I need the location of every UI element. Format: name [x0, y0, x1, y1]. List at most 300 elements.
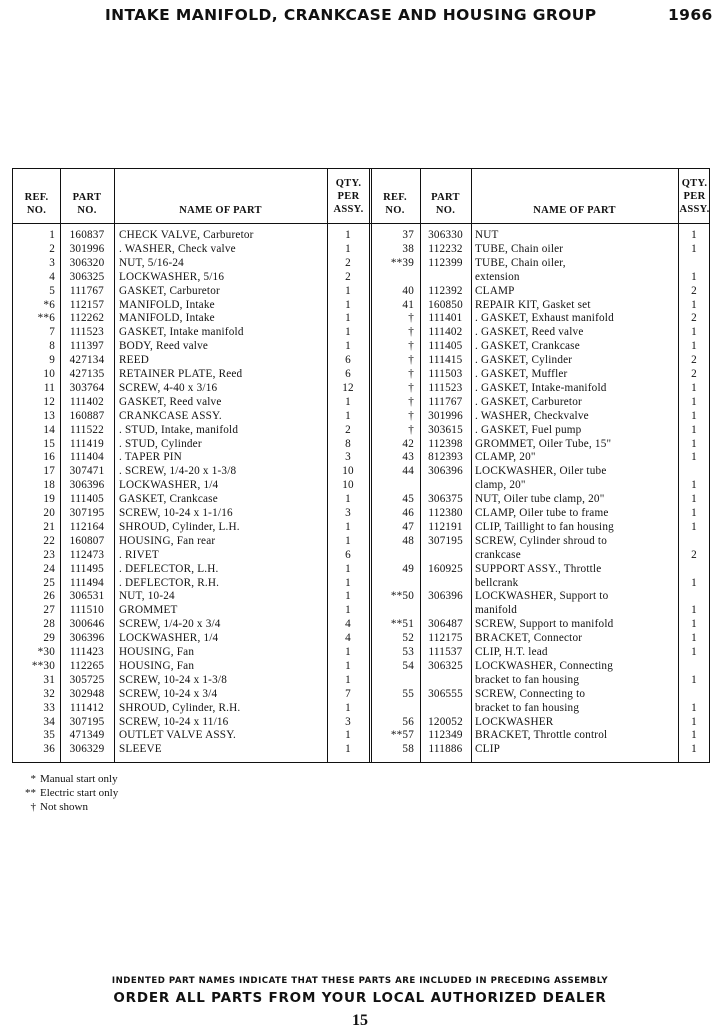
- ref-number: 27: [43, 604, 55, 617]
- col-header-ref-line1: REF.: [383, 192, 407, 203]
- table-row: [13, 729, 709, 743]
- quantity: 2: [345, 270, 351, 283]
- col-header-ref-line1: REF.: [24, 192, 49, 203]
- part-name: extension: [475, 270, 520, 283]
- table-row: [13, 382, 709, 396]
- quantity: 1: [345, 312, 351, 325]
- table-row: [13, 743, 709, 757]
- part-number: 111510: [70, 604, 104, 617]
- part-name: clamp, 20": [475, 479, 526, 492]
- table-row: [13, 702, 709, 716]
- ref-number: 32: [43, 687, 55, 700]
- table-row: [13, 340, 709, 354]
- part-number: 111415: [428, 354, 463, 367]
- part-number: 112164: [69, 520, 105, 533]
- quantity: 1: [691, 270, 697, 283]
- part-name: GASKET, Carburetor: [119, 284, 220, 297]
- part-name: GASKET, Intake manifold: [119, 326, 244, 339]
- part-name: SCREW, 10-24 x 11/16: [119, 715, 229, 728]
- quantity: 1: [691, 715, 697, 728]
- part-name: HOUSING, Fan: [119, 646, 195, 658]
- quantity: 2: [345, 256, 351, 269]
- col-header-part: [60, 191, 114, 217]
- ref-number: 52: [402, 632, 414, 645]
- table-row: [13, 451, 709, 465]
- quantity: 6: [345, 354, 351, 367]
- part-name: . DEFLECTOR, R.H.: [119, 576, 220, 589]
- quantity: 1: [345, 409, 351, 422]
- quantity: 1: [345, 701, 351, 714]
- col-header-ref: [13, 191, 60, 217]
- footnote-text: Electric start only: [40, 787, 119, 800]
- part-name: NUT: [475, 229, 499, 241]
- part-number: 112392: [428, 284, 463, 297]
- quantity: 1: [691, 701, 697, 714]
- ref-number: 28: [43, 618, 55, 631]
- part-number: 306555: [428, 687, 463, 700]
- page-number: 15: [352, 1012, 368, 1029]
- ref-number: 47: [402, 520, 414, 533]
- ref-number: 26: [43, 590, 55, 603]
- col-header-qty-line3: ASSY.: [333, 204, 364, 215]
- part-number: 306329: [69, 743, 105, 756]
- table-row: [13, 632, 709, 646]
- part-name: BRACKET, Connector: [475, 632, 583, 645]
- part-number: 302948: [69, 687, 105, 700]
- quantity: 1: [345, 284, 351, 297]
- quantity: 1: [691, 618, 697, 631]
- quantity: 1: [345, 395, 351, 408]
- ref-number: 34: [43, 715, 55, 728]
- part-name: LOCKWASHER: [475, 715, 554, 728]
- quantity: 1: [691, 229, 697, 241]
- ref-number: 45: [402, 493, 414, 506]
- quantity: 2: [691, 284, 697, 297]
- col-header-part-right: [420, 191, 471, 217]
- quantity: 6: [345, 368, 351, 380]
- quantity: 1: [691, 493, 697, 506]
- table-row: [13, 465, 709, 479]
- ref-number: 17: [43, 465, 55, 478]
- ref-number: 46: [402, 507, 414, 519]
- footnote-symbol: †: [30, 801, 36, 814]
- part-name: NUT, 5/16-24: [119, 256, 184, 269]
- part-number: 305725: [69, 673, 105, 686]
- part-number: 307471: [69, 465, 105, 478]
- part-name: SHROUD, Cylinder, R.H.: [119, 701, 241, 714]
- part-number: 111537: [428, 646, 463, 658]
- part-name: GASKET, Crankcase: [119, 493, 218, 506]
- part-name: . STUD, Intake, manifold: [119, 423, 239, 436]
- part-number: 112349: [428, 729, 463, 742]
- model-year: 1966: [668, 6, 713, 24]
- part-name: SHROUD, Cylinder, L.H.: [119, 520, 240, 533]
- ref-number: 55: [402, 687, 414, 700]
- part-number: 112380: [428, 507, 463, 519]
- quantity: 1: [691, 576, 697, 589]
- footnotes: [18, 772, 118, 815]
- part-number: 120052: [428, 715, 463, 728]
- part-name: GASKET, Reed valve: [119, 395, 222, 408]
- part-name: SCREW, 10-24 x 3/4: [119, 687, 218, 700]
- part-number: 111423: [70, 646, 104, 658]
- part-number: 306325: [428, 659, 463, 672]
- ref-number: 38: [402, 242, 414, 255]
- ref-number: **57: [390, 729, 414, 742]
- footnote: [18, 800, 118, 814]
- table-row: [13, 424, 709, 438]
- part-number: 306487: [428, 618, 463, 631]
- part-name: NUT, 10-24: [119, 590, 175, 603]
- table-row: [13, 535, 709, 549]
- quantity: 1: [691, 451, 697, 464]
- quantity: 1: [691, 437, 697, 450]
- ref-number: 43: [402, 451, 414, 464]
- footnote-symbol: *: [30, 773, 36, 785]
- part-name: BODY, Reed valve: [119, 340, 209, 353]
- ref-number: 49: [402, 562, 414, 575]
- quantity: 1: [691, 242, 697, 255]
- table-row: [13, 674, 709, 688]
- ref-number: 19: [43, 493, 55, 506]
- part-number: 111404: [70, 451, 104, 464]
- table-row: [13, 354, 709, 368]
- quantity: 3: [345, 451, 351, 464]
- group-title: INTAKE MANIFOLD, CRANKCASE AND HOUSING GROUP: [105, 6, 597, 24]
- col-header-qty-line1: QTY.: [681, 178, 708, 189]
- part-name: . GASKET, Fuel pump: [475, 423, 582, 436]
- part-number: 111523: [70, 326, 104, 339]
- part-name: LOCKWASHER, Connecting: [475, 659, 614, 672]
- col-header-name-text: NAME OF PART: [533, 205, 616, 216]
- part-name: SCREW, 10-24 x 1-1/16: [119, 507, 233, 519]
- part-number: 160807: [69, 534, 105, 547]
- part-name: . GASKET, Cylinder: [475, 354, 573, 367]
- col-header-ref-line2: NO.: [26, 205, 47, 216]
- ref-number: †: [408, 326, 414, 339]
- part-number: 111886: [428, 743, 463, 756]
- part-name: SCREW, 4-40 x 3/16: [119, 381, 218, 394]
- quantity: 1: [345, 673, 351, 686]
- col-header-part-line1: PART: [431, 192, 460, 203]
- ref-number: †: [408, 354, 414, 367]
- part-number: 812393: [428, 451, 463, 464]
- quantity: 10: [342, 479, 354, 492]
- ref-number: 44: [402, 465, 414, 478]
- part-name: HOUSING, Fan rear: [119, 534, 216, 547]
- table-row: [13, 285, 709, 299]
- ref-number: 13: [43, 409, 55, 422]
- table-row: [13, 396, 709, 410]
- table-row: [13, 604, 709, 618]
- ref-number: 5: [49, 284, 55, 297]
- quantity: 1: [345, 229, 351, 241]
- col-header-name: [114, 204, 327, 217]
- quantity: 3: [345, 507, 351, 519]
- part-number: 306320: [69, 256, 105, 269]
- part-number: 307195: [69, 715, 105, 728]
- ref-number: 7: [49, 326, 55, 339]
- col-header-ref-line2: NO.: [385, 205, 405, 216]
- quantity: 1: [691, 381, 697, 394]
- part-number: 111405: [428, 340, 463, 353]
- table-row: [13, 660, 709, 674]
- quantity: 1: [345, 298, 351, 311]
- part-name: CRANKCASE ASSY.: [119, 409, 222, 422]
- ref-number: 20: [43, 507, 55, 519]
- part-name: . GASKET, Reed valve: [475, 326, 584, 339]
- table-row: [13, 577, 709, 591]
- part-name: manifold: [475, 604, 517, 617]
- col-header-qty: [327, 177, 370, 216]
- col-header-part-line2: NO.: [435, 205, 456, 216]
- quantity: 1: [691, 479, 697, 492]
- part-number: 306375: [428, 493, 463, 506]
- part-name: . RIVET: [119, 548, 159, 561]
- page-header: [0, 6, 720, 28]
- part-name: GROMMET, Oiler Tube, 15": [475, 437, 612, 450]
- quantity: 1: [691, 743, 697, 756]
- part-number: 112265: [69, 659, 105, 672]
- part-number: 111767: [70, 284, 104, 297]
- ref-number: 3: [49, 256, 55, 269]
- part-name: bracket to fan housing: [475, 673, 580, 686]
- part-name: . GASKET, Carburetor: [475, 395, 582, 408]
- part-number: 112262: [69, 312, 105, 325]
- quantity: 2: [691, 548, 697, 561]
- ref-number: 58: [402, 743, 414, 756]
- part-number: 160850: [428, 298, 463, 311]
- col-header-name-text: NAME OF PART: [179, 205, 262, 216]
- part-number: 307195: [428, 534, 463, 547]
- quantity: 1: [345, 729, 351, 742]
- quantity: 1: [691, 673, 697, 686]
- table-row: [13, 271, 709, 285]
- part-name: CLAMP, 20": [475, 451, 536, 464]
- col-header-qty-line2: PER: [337, 191, 360, 202]
- table-row: [13, 549, 709, 563]
- part-name: . SCREW, 1/4-20 x 1-3/8: [119, 465, 237, 478]
- quantity: 8: [345, 437, 351, 450]
- quantity: 1: [345, 562, 351, 575]
- part-name: SLEEVE: [119, 743, 162, 756]
- col-header-ref-right: [370, 191, 420, 217]
- ref-number: 8: [49, 340, 55, 353]
- part-number: 160925: [428, 562, 463, 575]
- quantity: 1: [691, 298, 697, 311]
- part-number: 111503: [428, 368, 463, 380]
- col-header-qty-line1: QTY.: [335, 178, 362, 189]
- table-row: [13, 410, 709, 424]
- quantity: 1: [691, 340, 697, 353]
- quantity: 1: [345, 520, 351, 533]
- table-row: [13, 312, 709, 326]
- part-name: . WASHER, Check valve: [119, 242, 236, 255]
- part-name: . GASKET, Exhaust manifold: [475, 312, 614, 325]
- part-name: CLIP, Taillight to fan housing: [475, 520, 614, 533]
- ref-number: **30: [31, 659, 55, 672]
- parts-table: [12, 168, 710, 763]
- part-number: 112157: [69, 298, 105, 311]
- ref-number: 31: [43, 673, 55, 686]
- part-name: CHECK VALVE, Carburetor: [119, 229, 254, 241]
- footnote-text: Manual start only: [40, 773, 118, 785]
- part-name: SCREW, Cylinder shroud to: [475, 534, 608, 547]
- ref-number: 12: [43, 395, 55, 408]
- part-name: . GASKET, Intake-manifold: [475, 381, 607, 394]
- part-name: crankcase: [475, 548, 521, 561]
- ref-number: 40: [402, 284, 414, 297]
- part-number: 300646: [69, 618, 105, 631]
- part-number: 427134: [69, 354, 105, 367]
- quantity: 2: [691, 312, 697, 325]
- table-row: [13, 618, 709, 632]
- part-name: OUTLET VALVE ASSY.: [119, 729, 237, 742]
- ref-number: 48: [402, 534, 414, 547]
- part-name: . WASHER, Checkvalve: [475, 409, 589, 422]
- ref-number: *6: [43, 298, 55, 311]
- table-row: [13, 716, 709, 730]
- quantity: 1: [345, 340, 351, 353]
- ref-number: 25: [43, 576, 55, 589]
- footnote-text: Not shown: [40, 801, 88, 814]
- ref-number: †: [408, 381, 414, 394]
- part-name: LOCKWASHER, 5/16: [119, 270, 225, 283]
- part-name: REPAIR KIT, Gasket set: [475, 298, 591, 311]
- part-name: LOCKWASHER, 1/4: [119, 479, 219, 492]
- ref-number: 35: [43, 729, 55, 742]
- part-number: 112398: [428, 437, 463, 450]
- quantity: 12: [342, 381, 354, 394]
- quantity: 6: [345, 548, 351, 561]
- ref-number: 54: [402, 659, 414, 672]
- part-number: 111523: [428, 381, 463, 394]
- part-name: HOUSING, Fan: [119, 659, 195, 672]
- part-number: 111401: [428, 312, 463, 325]
- part-name: LOCKWASHER, Support to: [475, 590, 609, 603]
- part-name: SCREW, 10-24 x 1-3/8: [119, 673, 228, 686]
- part-number: 111522: [70, 423, 104, 436]
- part-name: . STUD, Cylinder: [119, 437, 202, 450]
- part-number: 111402: [70, 395, 104, 408]
- quantity: 1: [345, 242, 351, 255]
- part-name: CLAMP, Oiler tube to frame: [475, 507, 609, 519]
- part-name: . GASKET, Crankcase: [475, 340, 580, 353]
- part-name: LOCKWASHER, 1/4: [119, 632, 219, 645]
- part-name: . TAPER PIN: [119, 451, 182, 464]
- part-number: 307195: [69, 507, 105, 519]
- part-number: 160887: [69, 409, 105, 422]
- col-header-qty-right: [678, 177, 711, 216]
- part-name: MANIFOLD, Intake: [119, 298, 215, 311]
- quantity: 1: [691, 729, 697, 742]
- part-number: 111495: [70, 562, 104, 575]
- ref-number: 41: [402, 298, 414, 311]
- part-name: SCREW, Support to manifold: [475, 618, 614, 631]
- quantity: 1: [691, 632, 697, 645]
- quantity: 1: [691, 520, 697, 533]
- table-row: [13, 507, 709, 521]
- quantity: 4: [345, 632, 351, 645]
- part-name: bracket to fan housing: [475, 701, 580, 714]
- table-row: [13, 299, 709, 313]
- part-name: BRACKET, Throttle control: [475, 729, 608, 742]
- part-name: CLIP: [475, 743, 501, 756]
- quantity: 1: [345, 659, 351, 672]
- table-row: [13, 688, 709, 702]
- part-name: MANIFOLD, Intake: [119, 312, 215, 325]
- table-row: [13, 563, 709, 577]
- ref-number: 29: [43, 632, 55, 645]
- quantity: 1: [345, 326, 351, 339]
- ref-number: †: [408, 409, 414, 422]
- quantity: 2: [345, 423, 351, 436]
- table-row: [13, 257, 709, 271]
- part-number: 111412: [70, 701, 104, 714]
- col-header-name-right: [471, 204, 678, 217]
- part-name: TUBE, Chain oiler: [475, 242, 564, 255]
- table-row: [13, 243, 709, 257]
- footnote: [18, 772, 118, 786]
- ref-number: 18: [43, 479, 55, 492]
- quantity: 1: [345, 646, 351, 658]
- ref-number: 2: [49, 242, 55, 255]
- quantity: 1: [691, 507, 697, 519]
- part-number: 111405: [70, 493, 104, 506]
- ref-number: 1: [49, 229, 55, 241]
- table-row: [13, 479, 709, 493]
- quantity: 1: [345, 576, 351, 589]
- dealer-notice: ORDER ALL PARTS FROM YOUR LOCAL AUTHORIZED DEALER: [113, 990, 607, 1006]
- quantity: 1: [691, 604, 697, 617]
- quantity: 1: [345, 493, 351, 506]
- part-number: 112232: [428, 242, 463, 255]
- footnote: [18, 786, 118, 800]
- ref-number: 4: [49, 270, 55, 283]
- quantity: 4: [345, 618, 351, 631]
- part-name: LOCKWASHER, Oiler tube: [475, 465, 607, 478]
- part-number: 306396: [428, 590, 463, 603]
- ref-number: 16: [43, 451, 55, 464]
- part-name: CLAMP: [475, 284, 515, 297]
- part-name: RETAINER PLATE, Reed: [119, 368, 243, 380]
- col-header-part-line1: PART: [72, 192, 102, 203]
- part-number: 427135: [69, 368, 105, 380]
- part-number: 111419: [70, 437, 104, 450]
- part-number: 306396: [428, 465, 463, 478]
- quantity: 1: [691, 326, 697, 339]
- ref-number: 56: [402, 715, 414, 728]
- table-row: [13, 326, 709, 340]
- quantity: 2: [691, 368, 697, 380]
- part-number: 306325: [69, 270, 105, 283]
- ref-number: 24: [43, 562, 55, 575]
- ref-number: †: [408, 368, 414, 380]
- part-number: 306396: [69, 632, 105, 645]
- part-name: NUT, Oiler tube clamp, 20": [475, 493, 605, 506]
- table-row: [13, 590, 709, 604]
- part-number: 111767: [428, 395, 463, 408]
- part-name: TUBE, Chain oiler,: [475, 256, 566, 269]
- part-number: 303615: [428, 423, 463, 436]
- ref-number: **51: [390, 618, 414, 631]
- part-number: 112473: [69, 548, 105, 561]
- ref-number: 33: [43, 701, 55, 714]
- ref-number: 14: [43, 423, 55, 436]
- col-header-qty-line3: ASSY.: [679, 204, 710, 215]
- quantity: 1: [691, 409, 697, 422]
- ref-number: 10: [43, 368, 55, 380]
